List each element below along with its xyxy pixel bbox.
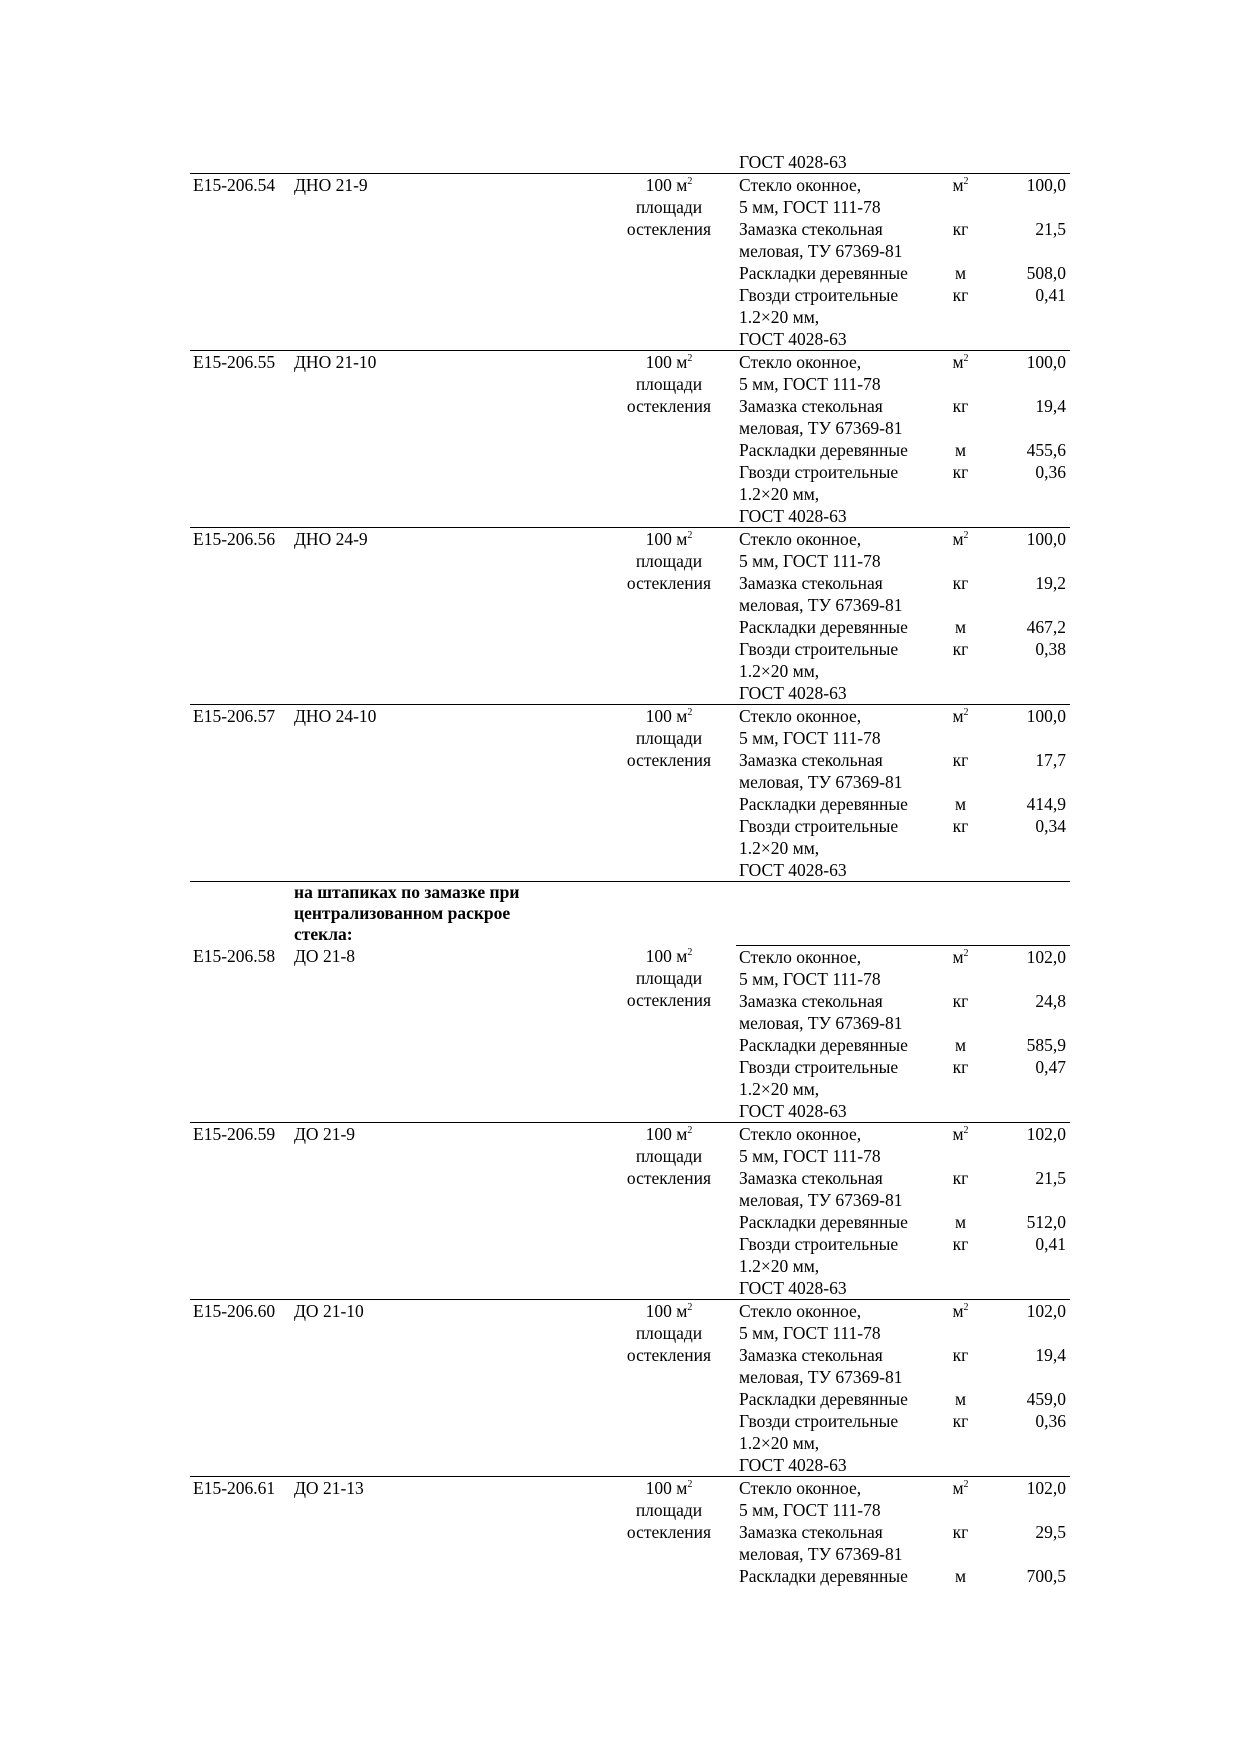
resource-measure: кг [952, 219, 969, 239]
resource-name-line: Раскладки деревянные [739, 617, 908, 637]
norm-unit [603, 1476, 736, 1587]
unit-line: остекления [626, 750, 712, 770]
resource-name [736, 218, 931, 262]
resource-name-line: Стекло оконное, [739, 1123, 862, 1144]
resource-measure: м [954, 617, 967, 637]
resource-quantity: 700,5 [1026, 1565, 1066, 1586]
unit-line: площади [635, 1322, 703, 1343]
resource-quantity: 467,2 [1026, 617, 1066, 637]
resource-name-line: Стекло оконное, [739, 1477, 862, 1498]
resource-row [190, 174, 1070, 219]
resource-name [736, 174, 931, 219]
measure-exponent: 2 [963, 176, 969, 187]
norm-code: Е15-206.58 [193, 946, 276, 966]
unit-exponent: 2 [687, 947, 693, 958]
norm-code: Е15-206.54 [190, 174, 291, 351]
resource-name-line: 5 мм, ГОСТ 111-78 [739, 968, 881, 989]
unit-line: остекления [626, 990, 712, 1010]
name-cell [291, 151, 603, 174]
measure-exponent: 2 [963, 353, 969, 364]
resource-quantity: 0,36 [1035, 1410, 1066, 1431]
resource-quantity: 0,38 [1035, 639, 1066, 659]
resource-measure: кг [952, 573, 969, 593]
resource-name [736, 461, 931, 528]
resource-measure: кг [952, 1344, 969, 1365]
resource-name-line: 1.2×20 мм, [739, 838, 820, 858]
resource-name-line: Замазка стекольная [739, 219, 883, 239]
resource-name-line: Раскладки деревянные [739, 1034, 908, 1055]
resource-name-line: Стекло оконное, [739, 1300, 862, 1321]
measure-exponent: 2 [963, 1124, 969, 1136]
resource-name [736, 1167, 931, 1211]
resource-name-line: 5 мм, ГОСТ 111-78 [739, 374, 881, 394]
resource-name-line: ГОСТ 4028-63 [739, 1277, 847, 1298]
resource-name-line: Замазка стекольная [739, 1344, 883, 1365]
resource-measure: м [954, 794, 967, 814]
unit-line: остекления [626, 219, 712, 239]
measure-exponent: 2 [963, 530, 969, 541]
resource-name-line: Замазка стекольная [739, 750, 883, 770]
resource-name-line: Гвозди строительные [739, 639, 899, 659]
resource-measure: $м^2$ [931, 351, 991, 396]
resource-name-line: 1.2×20 мм, [739, 1432, 820, 1453]
unit-line: площади [635, 968, 703, 988]
code-cell [190, 882, 291, 946]
unit-exponent: 2 [687, 1124, 693, 1136]
resource-quantity: 100,0 [991, 528, 1070, 573]
resource-measure: кг [952, 396, 969, 416]
resource-name-line: меловая, ТУ 67369-81 [739, 1189, 903, 1210]
resource-quantity: 102,0 [991, 1476, 1070, 1521]
resource-name-line: Раскладки деревянные [739, 440, 908, 460]
unit-line: остекления [626, 396, 712, 416]
unit-quantity: 100 $м^2$ [645, 1123, 693, 1144]
resource-name-line: Гвозди строительные [739, 285, 899, 305]
resource-measure: $м^2$ [931, 1299, 991, 1344]
resource-name [736, 990, 931, 1034]
resource-row [190, 1299, 1070, 1344]
resource-name [736, 528, 931, 573]
resource-name [736, 1056, 931, 1123]
resource-name-line: ГОСТ 4028-63 [739, 1100, 847, 1121]
resource-name [736, 638, 931, 705]
resource-quantity: 100,0 [991, 351, 1070, 396]
unit-line: площади [635, 1499, 703, 1520]
resource-name [736, 616, 931, 638]
norm-code: Е15-206.59 [190, 1122, 291, 1299]
resource-name-line: ГОСТ 4028-63 [739, 860, 847, 880]
resource-name [736, 284, 931, 351]
norm-name: ДО 21-9 [291, 1122, 603, 1299]
resource-quantity: 102,0 [1026, 946, 1066, 967]
resource-measure: м [954, 1034, 967, 1055]
resource-name-line: ГОСТ 4028-63 [739, 1454, 847, 1475]
resource-quantity: 29,5 [1035, 1521, 1066, 1542]
resource-name-line: Гвозди строительные [739, 462, 899, 482]
norm-unit [603, 945, 736, 1122]
resource-name-line: 1.2×20 мм, [739, 1078, 820, 1099]
resource-name-line: меловая, ТУ 67369-81 [739, 1012, 903, 1033]
resource-measure: кг [952, 462, 969, 482]
unit-cell [603, 882, 736, 946]
resource-name-line: Гвозди строительные [739, 1410, 899, 1431]
resource-name [736, 1299, 931, 1344]
norm-unit [603, 705, 736, 882]
resource-name [736, 395, 931, 439]
resource-measure: кг [952, 1410, 969, 1431]
resource-name-line: меловая, ТУ 67369-81 [739, 595, 903, 615]
section-heading-line: стекла: [294, 924, 353, 944]
norms-sheet [190, 151, 1070, 1587]
resource-name [736, 749, 931, 793]
norm-code: Е15-206.57 [190, 705, 291, 882]
resource-name-line: ГОСТ 4028-63 [739, 683, 847, 703]
resource-name-line: 1.2×20 мм, [739, 484, 820, 504]
resource-name-line: Стекло оконное, [739, 529, 862, 549]
resource-name-line: 5 мм, ГОСТ 111-78 [739, 728, 881, 748]
resource-name [736, 815, 931, 882]
resource-row [190, 528, 1070, 573]
resource-row [190, 1122, 1070, 1167]
resource-measure: $м^2$ [931, 1476, 991, 1521]
measure-exponent: 2 [963, 947, 969, 959]
resource-quantity: 0,34 [1035, 816, 1066, 836]
unit-line: площади [635, 551, 703, 571]
resource-name-line: Замазка стекольная [739, 990, 883, 1011]
resource-name-line: 5 мм, ГОСТ 111-78 [739, 1499, 881, 1520]
resource-measure: кг [952, 990, 969, 1011]
unit-exponent: 2 [687, 707, 693, 718]
unit-exponent: 2 [687, 1301, 693, 1313]
resource-quantity: 0,36 [1035, 462, 1066, 482]
resource-name [736, 1565, 931, 1587]
resource-name [736, 793, 931, 815]
unit-line: остекления [626, 1344, 712, 1365]
resource-measure: кг [952, 285, 969, 305]
resource-measure: $м^2$ [931, 528, 991, 573]
resource-name-line: Раскладки деревянные [739, 1565, 908, 1586]
resource-name-line: Стекло оконное, [739, 352, 862, 372]
resource-name-line: 5 мм, ГОСТ 111-78 [739, 1145, 881, 1166]
resource-quantity: 512,0 [1026, 1211, 1066, 1232]
norm-name: ДО 21-10 [291, 1299, 603, 1476]
resource-name-line: 5 мм, ГОСТ 111-78 [739, 551, 881, 571]
norm-code: Е15-206.55 [190, 351, 291, 528]
norm-code: Е15-206.60 [190, 1299, 291, 1476]
resource-cell: ГОСТ 4028-63 [739, 152, 847, 172]
norm-unit [603, 351, 736, 528]
resource-name-line: 1.2×20 мм, [739, 307, 820, 327]
qty-cell [991, 882, 1070, 946]
resource-measure: кг [952, 750, 969, 770]
unit-exponent: 2 [687, 176, 693, 187]
resource-cell [736, 882, 931, 946]
norm-unit [603, 528, 736, 705]
unit-line: остекления [626, 1167, 712, 1188]
resource-row [190, 351, 1070, 396]
resource-name-line: Раскладки деревянные [739, 1211, 908, 1232]
section-heading-line: централизованном раскрое [294, 903, 511, 923]
resource-measure: кг [952, 1056, 969, 1077]
resource-name-line: 5 мм, ГОСТ 111-78 [739, 197, 881, 217]
resource-name-line: Замазка стекольная [739, 1167, 883, 1188]
resource-quantity: 459,0 [1026, 1388, 1066, 1409]
norm-code: Е15-206.56 [190, 528, 291, 705]
resource-measure: м [954, 263, 967, 283]
resource-name-line: меловая, ТУ 67369-81 [739, 1366, 903, 1387]
code-cell [190, 151, 291, 174]
resource-name-line: Раскладки деревянные [739, 794, 908, 814]
norm-unit [603, 1299, 736, 1476]
resource-name-line: Стекло оконное, [739, 175, 862, 195]
resource-quantity: 414,9 [1026, 794, 1066, 814]
resource-name [736, 351, 931, 396]
resource-name [736, 945, 931, 990]
resource-measure: кг [952, 816, 969, 836]
resource-name-line: Замазка стекольная [739, 573, 883, 593]
resource-measure: $м^2$ [931, 1122, 991, 1167]
unit-cell [603, 151, 736, 174]
resource-quantity: 102,0 [991, 1122, 1070, 1167]
resource-name-line: Замазка стекольная [739, 396, 883, 416]
resource-quantity: 19,4 [1035, 396, 1066, 416]
resource-name [736, 1388, 931, 1410]
measure-cell [931, 882, 991, 946]
unit-line: остекления [626, 573, 712, 593]
resource-name-line: Раскладки деревянные [739, 1388, 908, 1409]
resource-quantity: 102,0 [991, 1299, 1070, 1344]
norm-unit [603, 1122, 736, 1299]
norm-name: ДНО 21-10 [291, 351, 603, 528]
resource-name-line: ГОСТ 4028-63 [739, 506, 847, 526]
carryover-row [190, 151, 1070, 174]
resource-name [736, 572, 931, 616]
resource-quantity: 0,41 [1035, 1233, 1066, 1254]
resource-row [190, 705, 1070, 750]
resource-name-line: 1.2×20 мм, [739, 1255, 820, 1276]
unit-quantity: 100 $м^2$ [645, 352, 693, 372]
resource-name-line: Гвозди строительные [739, 1233, 899, 1254]
resource-measure: м [954, 1211, 967, 1232]
norm-name: ДО 21-13 [291, 1476, 603, 1587]
unit-line: площади [635, 197, 703, 217]
unit-quantity: 100 $м^2$ [645, 946, 693, 966]
resource-name-line: меловая, ТУ 67369-81 [739, 418, 903, 438]
norms-table [190, 151, 1070, 1587]
resource-name-line: меловая, ТУ 67369-81 [739, 772, 903, 792]
resource-quantity: 100,0 [991, 705, 1070, 750]
measure-exponent: 2 [963, 1301, 969, 1313]
resource-name [736, 1521, 931, 1565]
section-heading-row [190, 882, 1070, 946]
measure-cell [931, 151, 991, 174]
resource-name [736, 1476, 931, 1521]
section-heading [291, 882, 603, 946]
resource-measure: $м^2$ [931, 705, 991, 750]
resource-name [736, 1410, 931, 1477]
unit-line: площади [635, 374, 703, 394]
norm-name: ДО 21-8 [294, 946, 356, 966]
resource-quantity: 21,5 [1035, 1167, 1066, 1188]
unit-line: площади [635, 1145, 703, 1166]
resource-quantity: 21,5 [1035, 219, 1066, 239]
resource-name [736, 1233, 931, 1300]
qty-cell [991, 151, 1070, 174]
resource-name [736, 1211, 931, 1233]
unit-exponent: 2 [687, 530, 693, 541]
resource-quantity: 24,8 [1035, 990, 1066, 1011]
resource-name-line: меловая, ТУ 67369-81 [739, 1543, 903, 1564]
unit-line: площади [635, 728, 703, 748]
resource-measure: м [954, 1388, 967, 1409]
norm-name: ДНО 24-9 [291, 528, 603, 705]
resource-row [190, 1476, 1070, 1521]
resource-name-line: Стекло оконное, [739, 706, 862, 726]
norm-code: Е15-206.61 [190, 1476, 291, 1587]
resource-quantity: 17,7 [1035, 750, 1066, 770]
norm-name: ДНО 24-10 [291, 705, 603, 882]
resource-quantity: 19,4 [1035, 1344, 1066, 1365]
unit-quantity: 100 $м^2$ [645, 529, 693, 549]
measure-exponent: 2 [963, 707, 969, 718]
resource-quantity: 0,47 [1035, 1056, 1066, 1077]
resource-quantity: 100,0 [991, 174, 1070, 219]
resource-name-line: Стекло оконное, [739, 946, 862, 967]
resource-measure: м [954, 440, 967, 460]
resource-measure: кг [952, 639, 969, 659]
unit-quantity: 100 $м^2$ [645, 1300, 693, 1321]
resource-name [736, 1034, 931, 1056]
resource-quantity: 508,0 [1026, 263, 1066, 283]
resource-name-line: меловая, ТУ 67369-81 [739, 241, 903, 261]
resource-name-line: Гвозди строительные [739, 816, 899, 836]
unit-exponent: 2 [687, 353, 693, 364]
resource-name-line: 1.2×20 мм, [739, 661, 820, 681]
resource-measure: кг [952, 1521, 969, 1542]
resource-measure: кг [952, 1233, 969, 1254]
resource-name-line: Гвозди строительные [739, 1056, 899, 1077]
resource-measure: $м^2$ [952, 946, 969, 967]
resource-quantity: 19,2 [1035, 573, 1066, 593]
unit-exponent: 2 [687, 1478, 693, 1490]
resource-name [736, 439, 931, 461]
norm-name: ДНО 21-9 [291, 174, 603, 351]
resource-quantity: 585,9 [1026, 1034, 1066, 1055]
resource-name [736, 262, 931, 284]
section-heading-line: на штапиках по замазке при [294, 882, 520, 902]
unit-quantity: 100 $м^2$ [645, 175, 693, 195]
resource-name [736, 705, 931, 750]
measure-exponent: 2 [963, 1478, 969, 1490]
unit-line: остекления [626, 1521, 712, 1542]
resource-name-line: Раскладки деревянные [739, 263, 908, 283]
resource-name-line: 5 мм, ГОСТ 111-78 [739, 1322, 881, 1343]
unit-quantity: 100 $м^2$ [645, 706, 693, 726]
norm-unit [603, 174, 736, 351]
unit-quantity: 100 $м^2$ [645, 1477, 693, 1498]
resource-name-line: Замазка стекольная [739, 1521, 883, 1542]
resource-row [190, 945, 1070, 990]
resource-measure: $м^2$ [931, 174, 991, 219]
resource-quantity: 0,41 [1035, 285, 1066, 305]
resource-name-line: ГОСТ 4028-63 [739, 329, 847, 349]
resource-name [736, 1344, 931, 1388]
resource-name [736, 1122, 931, 1167]
resource-quantity: 455,6 [1026, 440, 1066, 460]
resource-measure: кг [952, 1167, 969, 1188]
resource-measure: м [954, 1565, 967, 1586]
